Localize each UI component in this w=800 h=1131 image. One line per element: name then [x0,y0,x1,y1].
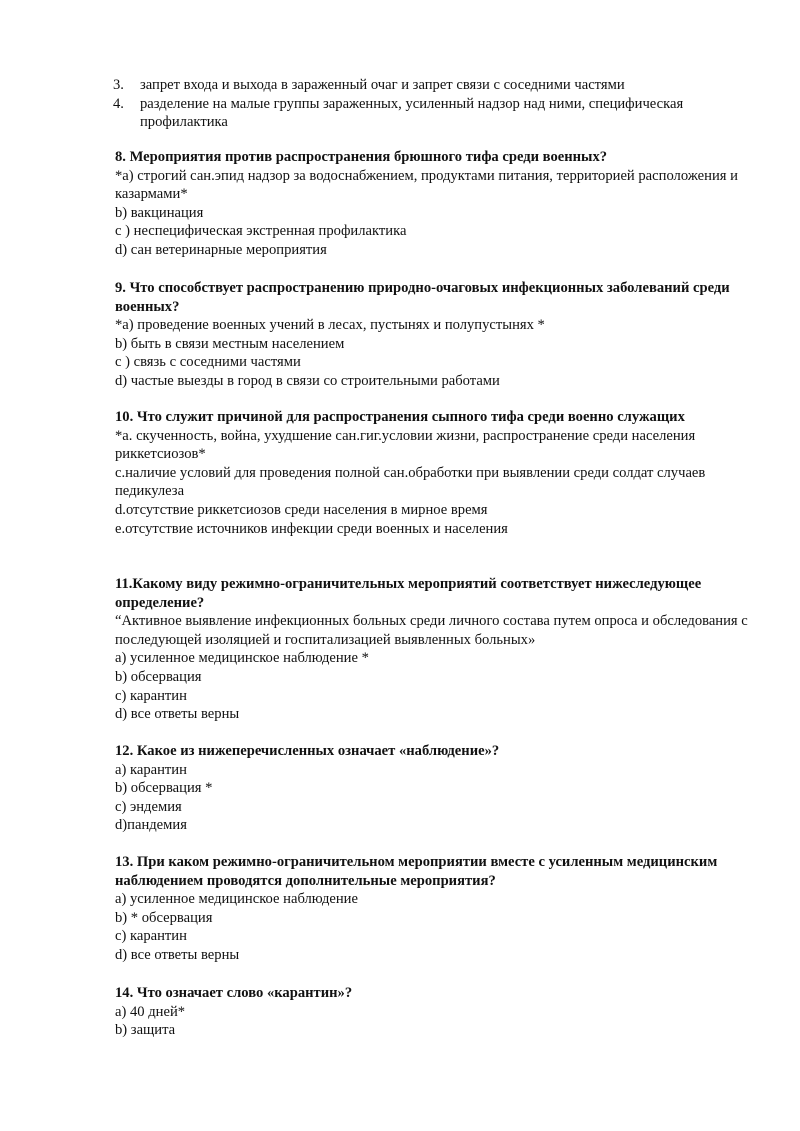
answer-option: a) 40 дней* [115,1003,186,1020]
answer-option: d) сан ветеринарные мероприятия [115,241,327,258]
numbered-list [113,76,753,132]
answer-option: e.отсутствие источников инфекции среди военных и населения [115,520,508,537]
question-10 [115,408,755,538]
question-title: 10. Что служит причиной для распространения сыпного тифа среди военно служащих [115,409,685,425]
list-item [113,76,753,95]
answer-option: d.отсутствие риккетсиозов среди населения в мирное время [115,501,488,518]
answer-option: a) усиленное медицинское наблюдение * [115,650,369,667]
answer-option: b) * обсервация [115,909,213,926]
question-definition: “Активное выявление инфекционных больных среди личного состава путем опроса и обследования с последующей изоляцией и госпитализацией выявленных больных» [115,613,748,648]
question-title: 13. При каком режимно-ограничительном мероприятии вместе с усиленным медицинским наблюдением проводятся дополнительные мероприятия? [115,854,718,889]
answer-option: b) вакцинация [115,204,204,221]
list-item-text: разделение на малые группы зараженных, усиленный надзор над ними, специфическая профилактика [140,95,684,131]
answer-option: c) карантин [115,687,187,704]
question-12 [115,742,755,835]
answer-option: *а. скученность, война, ухудшение сан.гиг.условии жизни, распространение среди населения риккетсиозов* [115,427,696,463]
question-title: 12. Какое из нижеперечисленных означает «наблюдение»? [115,743,500,759]
answer-option: c) эндемия [115,798,182,815]
answer-option: d) все ответы верны [115,946,240,963]
answer-option: c ) связь с соседними частями [115,354,301,371]
answer-option: *а) строгий сан.эпид надзор за водоснабжением, продуктами питания, территорией расположения и казармами* [115,167,738,203]
answer-option: d) частые выезды в город в связи со строительными работами [115,372,500,389]
answer-option: d)пандемия [115,817,187,834]
question-14 [115,984,755,1040]
question-9 [115,279,755,391]
question-13 [115,853,755,965]
list-item-text: запрет входа и выхода в зараженный очаг и запрет связи с соседними частями [140,77,625,93]
question-title: 9. Что способствует распространению природно-очаговых инфекционных заболеваний среди военных? [115,280,730,315]
answer-option: b) защита [115,1022,176,1039]
answer-option: c ) неспецифическая экстренная профилактика [115,223,407,240]
question-title: 11.Какому виду режимно-ограничительных мероприятий соответствует нижеследующее определение? [115,576,702,611]
list-item-number: 4. [113,95,124,112]
answer-option: a) карантин [115,761,187,778]
list-item [113,95,753,132]
answer-option: d) все ответы верны [115,706,240,723]
question-title: 8. Мероприятия против распространения брюшного тифа среди военных? [115,149,608,165]
answer-option: a) усиленное медицинское наблюдение [115,891,358,908]
answer-option: b) обсервация * [115,780,213,797]
answer-option: b) быть в связи местным населением [115,335,345,352]
question-8 [115,148,755,260]
answer-option: *а) проведение военных учений в лесах, пустынях и полупустынях * [115,317,545,334]
question-title: 14. Что означает слово «карантин»? [115,985,353,1001]
question-11 [115,575,755,724]
answer-option: c) карантин [115,928,187,945]
answer-option: c.наличие условий для проведения полной сан.обработки при выявлении среди солдат случаев педикулеза [115,464,706,500]
list-item-number: 3. [113,77,124,93]
answer-option: b) обсервация [115,668,202,685]
